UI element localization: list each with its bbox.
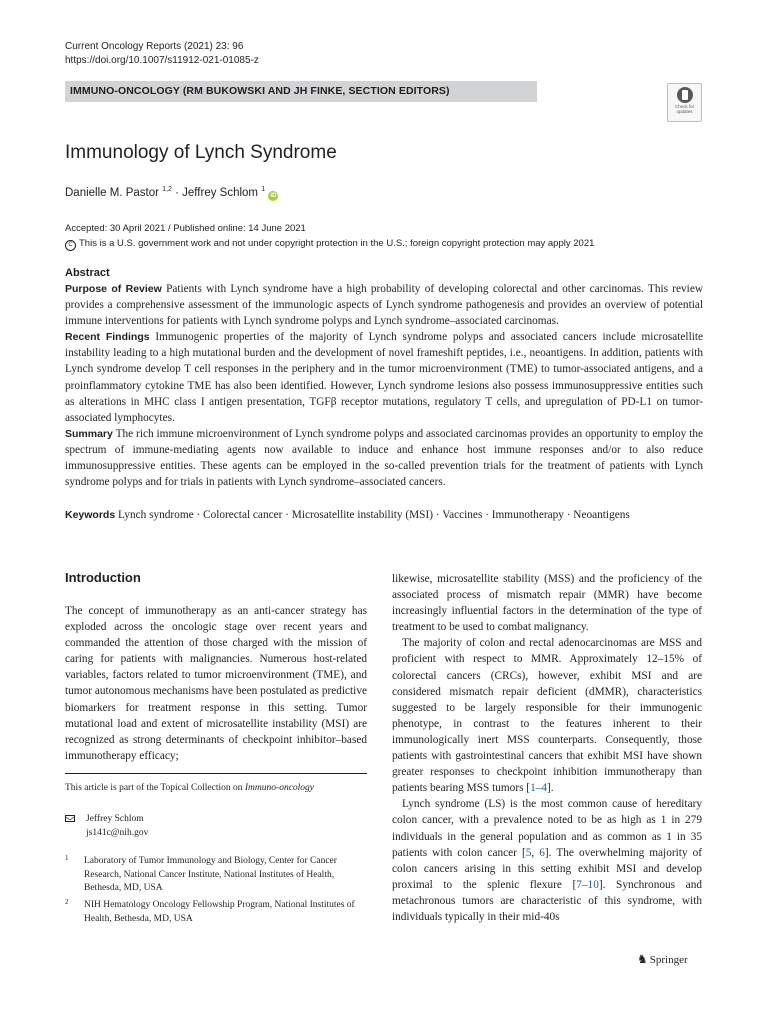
corresponding-author (65, 812, 148, 840)
paragraph-text: ]. Synchronous and metachronous tumors are characteristic of this syndrome, with individuals typically in their mid-40s (392, 878, 702, 923)
paragraph-text: Lynch syndrome (LS) is the most common cause of hereditary colon cancer, with a prevalence noted to be as high as 1 in 279 individuals in the general population and as common as 1 in 35 patients with colon cancer [ (392, 798, 702, 859)
abstract-section-label: Purpose of Review (65, 283, 162, 295)
author-separator: · (175, 186, 179, 199)
affiliation (65, 899, 367, 926)
introduction-paragraph: likewise, microsatellite stability (MSS) and the proficiency of the associated process of mismatch repair (MMR) have become increasingly influential factors in the determination of the type of treatment to be used to combat malignancy. (392, 573, 702, 634)
envelope-icon (65, 815, 75, 822)
right-column (392, 571, 702, 925)
topical-collection-name[interactable]: Immuno-oncology (244, 783, 315, 793)
contact-email[interactable]: js141c@nih.gov (86, 828, 149, 838)
topical-prefix: This article is part of the Topical Collection on (65, 783, 245, 793)
abstract-section (65, 329, 703, 426)
author-affiliation-marker: 1,2 (162, 186, 172, 193)
article-title: Immunology of Lynch Syndrome (65, 142, 337, 163)
affiliation-number: 1 (65, 854, 69, 862)
orcid-icon[interactable]: iD (270, 192, 277, 199)
copyright-icon: C (65, 240, 76, 251)
doi-link[interactable]: https://doi.org/10.1007/s11912-021-01085-z (65, 55, 259, 66)
paragraph-text: ]. (547, 782, 554, 795)
publication-dates: Accepted: 30 April 2021 / Published online: 14 June 2021 (65, 223, 306, 234)
crossmark-label-line2: updates (676, 109, 693, 114)
introduction-paragraph (392, 635, 702, 796)
journal-citation: Current Oncology Reports (2021) 23: 96 (65, 41, 244, 52)
abstract-section-text: Patients with Lynch syndrome have a high probability of developing colorectal and other carcinomas. This review provides a comprehensive assessment of the immunologic aspects of Lynch syndrome pathogenesis and provides an overview of potential immune interventions for patients with Lynch syndrome polyps and Lynch syndrome–associated carcinomas. (65, 283, 703, 328)
keywords (65, 507, 630, 523)
author-list (65, 182, 278, 201)
introduction-heading: Introduction (65, 570, 141, 585)
citation-separator: , (531, 846, 540, 859)
crossmark-label-line1: Check for (674, 104, 695, 109)
springer-horse-icon: ♞ (637, 952, 648, 966)
abstract-section-label: Recent Findings (65, 331, 150, 344)
abstract-body (65, 281, 703, 490)
citation-link[interactable]: 5 (525, 846, 532, 859)
left-column (65, 603, 367, 764)
affiliation-number: 2 (65, 898, 69, 906)
topical-collection-note (65, 781, 314, 795)
introduction-paragraph (392, 796, 702, 925)
copyright-notice (65, 237, 594, 251)
citation-link[interactable]: 6 (539, 846, 545, 859)
affiliation-text: NIH Hematology Oncology Fellowship Program, National Institutes of Health, Bethesda, MD, USA (84, 900, 355, 924)
keywords-label: Keywords (65, 509, 116, 521)
abstract-section-text: The rich immune microenvironment of Lynch syndrome polyps and associated carcinomas provides an opportunity to employ the spectrum of immune-mediating agents now available to induce and enhance host immune responses and/or to also reduce immunosuppressive entities. These agents can be employed in the so-called prevention trials for the treatment of patients with Lynch syndrome polyps and for trials in patients with Lynch syndrome–associated cancers. (65, 427, 704, 489)
author-affiliation-marker: 1 (261, 186, 266, 193)
affiliation-text: Laboratory of Tumor Immunology and Biology, Center for Cancer Research, National Cancer Institute, National Institutes of Health, Bethesda, MD, USA (84, 856, 337, 893)
journal-header (65, 40, 259, 68)
citation-link[interactable]: 7–10 (576, 878, 599, 891)
check-for-updates-badge[interactable] (667, 83, 702, 122)
footnote-divider (65, 773, 367, 774)
publisher-logo (637, 952, 688, 967)
author-name[interactable]: Jeffrey Schlom (182, 186, 259, 199)
contact-name: Jeffrey Schlom (86, 814, 144, 824)
citation-link[interactable]: 1–4 (530, 782, 548, 795)
copyright-text: This is a U.S. government work and not under copyright protection in the U.S.; foreign copyright protection may apply 2021 (79, 238, 595, 249)
publisher-name: Springer (649, 954, 688, 966)
affiliation (65, 855, 367, 896)
introduction-paragraph: The concept of immunotherapy as an anti-cancer strategy has exploded across the oncologic stage over recent years and commanded the attention of those charged with the mission of caring for patients with malignancies. Numerous host-related variables, factors related to tumor microenvironment (TME), and tumor autonomous mechanisms have been postulated as predictive biomarkers for treatment response in this setting. Tumor mutational load and extent of microsatellite instability (MSI) are recognized as strong determinants of checkpoint inhibitor–based immunotherapy efficacy; (65, 605, 367, 762)
abstract-section (65, 281, 703, 329)
keywords-text: Lynch syndrome · Colorectal cancer · Microsatellite instability (MSI) · Vaccines · Immunotherapy · Neoantigens (118, 509, 630, 521)
abstract-section (65, 426, 703, 490)
crossmark-icon (677, 87, 693, 103)
abstract-section-label: Summary (65, 427, 113, 440)
abstract-section-text: Immunogenic properties of the majority of Lynch syndrome polyps and associated cancers include microsatellite instability leading to a high mutational burden and the development of novel frameshift peptides, i.e., neoantigens. In addition, patients with Lynch syndrome develop T cell responses in the periphery and in the tumor microenvironment (TME) to tumor-associated antigens, and a proinflammatory cytokine TME has also been identified. However, Lynch syndrome lesions also possess immunosuppressive entities such as alterations in MHC class I antigen presentation, TGFβ receptor mutations, regulatory T cells, and upregulation of PD-L1 on tumor-associated lymphocytes. (65, 331, 703, 424)
paragraph-text: The majority of colon and rectal adenocarcinomas are MSS and proficient with respect to MMR. Approximately 12–15% of colorectal cancers (CRCs), however, exhibit MSI and are considered mismatch repair deficient (dMMR), characteristics suggested to be largely responsible for their immunogenic phenotype, in contrast to the features inherent to their immunologically inert MSS counterparts. Consequently, those patients with gastrointestinal cancers that exhibit MSI have shown greater responses to checkpoint inhibition immunotherapy than patients bearing MSS tumors [ (392, 637, 702, 795)
abstract-heading: Abstract (65, 267, 110, 279)
section-banner: IMMUNO-ONCOLOGY (RM BUKOWSKI AND JH FINKE, SECTION EDITORS) (65, 81, 537, 102)
author-name[interactable]: Danielle M. Pastor (65, 186, 159, 199)
paragraph-text: ]. The overwhelming majority of colon cancers arising in this setting exhibit MSI and develop proximal to the splenic flexure [ (392, 846, 702, 891)
